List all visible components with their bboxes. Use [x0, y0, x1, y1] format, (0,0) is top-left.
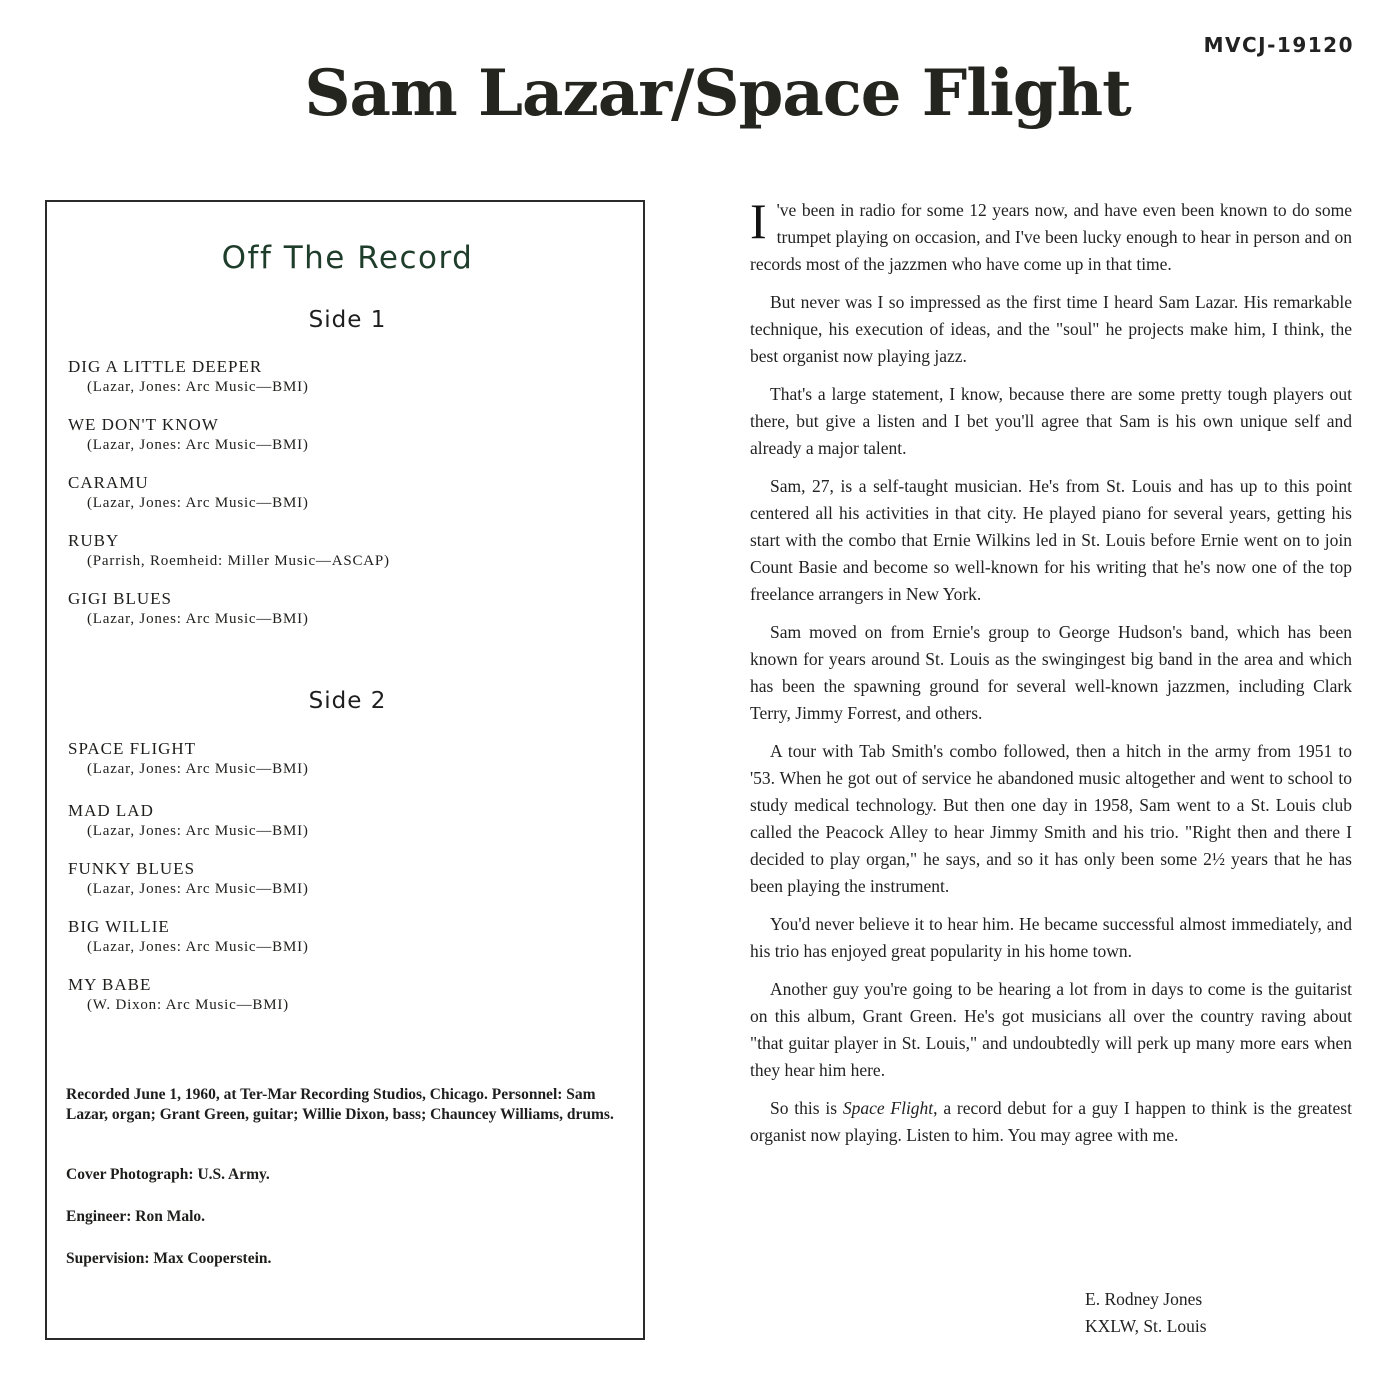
track-item [68, 531, 390, 571]
tracklist-heading: Off The Record [221, 240, 474, 276]
track-credit: (Parrish, Roemheid: Miller Music—ASCAP) [87, 553, 390, 569]
author-station: KXLW, St. Louis [1085, 1316, 1207, 1336]
track-item [68, 859, 309, 899]
track-item [68, 801, 309, 841]
notes-paragraph: So this is Space Flight, a record debut for a guy I happen to think is the greatest organist now playing. Listen to him. You may agree with me. [750, 1098, 1352, 1145]
track-item [68, 357, 309, 397]
track-credit: (W. Dixon: Arc Music—BMI) [87, 997, 289, 1013]
recording-credits: Recorded June 1, 1960, at Ter-Mar Recording Studios, Chicago. Personnel: Sam Lazar, organ; Grant Green, guitar; Willie Dixon, bass; Chauncey Williams, drums. [66, 1086, 614, 1123]
liner-notes [750, 193, 1352, 1160]
supervision-credit: Supervision: Max Cooperstein. [66, 1250, 272, 1267]
side-2-label: Side 2 [308, 688, 387, 714]
author-name: E. Rodney Jones [1085, 1289, 1203, 1309]
track-title: BIG WILLIE [68, 917, 170, 936]
track-item [68, 473, 309, 513]
track-title: GIGI BLUES [68, 589, 172, 608]
track-credit: (Lazar, Jones: Arc Music—BMI) [87, 379, 309, 395]
notes-paragraph: Sam moved on from Ernie's group to George Hudson's band, which has been known for years around St. Louis as the swingingest big band in the area and which has been the spawning ground for several well-known jazzmen, including Clark Terry, Jimmy Forrest, and others. [750, 622, 1352, 723]
track-item [68, 415, 309, 455]
signature [1085, 1286, 1207, 1340]
catalog-number: MVCJ-19120 [1203, 33, 1354, 57]
track-item [68, 917, 309, 957]
notes-paragraph: That's a large statement, I know, because there are some pretty tough players out there, but give a listen and I bet you'll agree that Sam is his own unique self and already a major talent. [750, 384, 1352, 458]
drop-cap: I [750, 193, 767, 249]
track-title: FUNKY BLUES [68, 859, 196, 878]
track-title: RUBY [68, 531, 120, 550]
track-credit: (Lazar, Jones: Arc Music—BMI) [87, 495, 309, 511]
notes-paragraph: But never was I so impressed as the first time I heard Sam Lazar. His remarkable technique, his execution of ideas, and the "soul" he projects make him, I think, the best organist now playing jazz. [750, 292, 1352, 366]
engineer-credit: Engineer: Ron Malo. [66, 1208, 206, 1225]
track-item [68, 975, 289, 1015]
track-credit: (Lazar, Jones: Arc Music—BMI) [87, 881, 309, 897]
track-title: CARAMU [68, 473, 149, 492]
cover-photo-credit: Cover Photograph: U.S. Army. [66, 1166, 270, 1183]
track-title: MY BABE [68, 975, 152, 994]
notes-paragraph: You'd never believe it to hear him. He became successful almost immediately, and his trio has enjoyed great popularity in his home town. [750, 914, 1352, 961]
notes-paragraph: Another guy you're going to be hearing a lot from in days to come is the guitarist on this album, Grant Green. He's got musicians all over the country raving about "that guitar player in St. Louis," and undoubtedly will perk up many more ears when they hear him here. [750, 979, 1352, 1080]
track-credit: (Lazar, Jones: Arc Music—BMI) [87, 823, 309, 839]
album-name-italic: Space Flight [842, 1098, 934, 1118]
track-title: SPACE FLIGHT [68, 739, 197, 758]
notes-paragraph: Sam, 27, is a self-taught musician. He's from St. Louis and has up to this point centered all his activities in that city. He played piano for several years, getting his start with the combo that Ernie Wilkins led in St. Louis before Ernie went on to join Count Basie and become so well-known for his writing that he's now one of the top freelance arrangers in New York. [750, 476, 1352, 604]
track-credit: (Lazar, Jones: Arc Music—BMI) [87, 437, 309, 453]
side-1-label: Side 1 [308, 307, 387, 333]
notes-paragraph: I 've been in radio for some 12 years now, and have even been known to do some trumpet playing on occasion, and I've been lucky enough to hear in person and on records most of the jazzmen who have come up in that time. [750, 193, 1352, 274]
notes-paragraph: A tour with Tab Smith's combo followed, then a hitch in the army from 1951 to '53. When he got out of service he abandoned music altogether and went to school to study medical technology. But then one day in 1958, Sam went to a St. Louis club called the Peacock Alley to hear Jimmy Smith and his trio. "Right then and there I decided to play organ," he says, and so it has only been some 2½ years that he has been playing the instrument. [750, 741, 1352, 896]
track-title: WE DON'T KNOW [68, 415, 219, 434]
track-title: DIG A LITTLE DEEPER [68, 357, 263, 376]
album-title: Sam Lazar/Space Flight [304, 56, 1131, 131]
track-credit: (Lazar, Jones: Arc Music—BMI) [87, 611, 309, 627]
track-credit: (Lazar, Jones: Arc Music—BMI) [87, 939, 309, 955]
track-title: MAD LAD [68, 801, 154, 820]
track-item [68, 739, 309, 779]
track-credit: (Lazar, Jones: Arc Music—BMI) [87, 761, 309, 777]
track-item [68, 589, 309, 629]
